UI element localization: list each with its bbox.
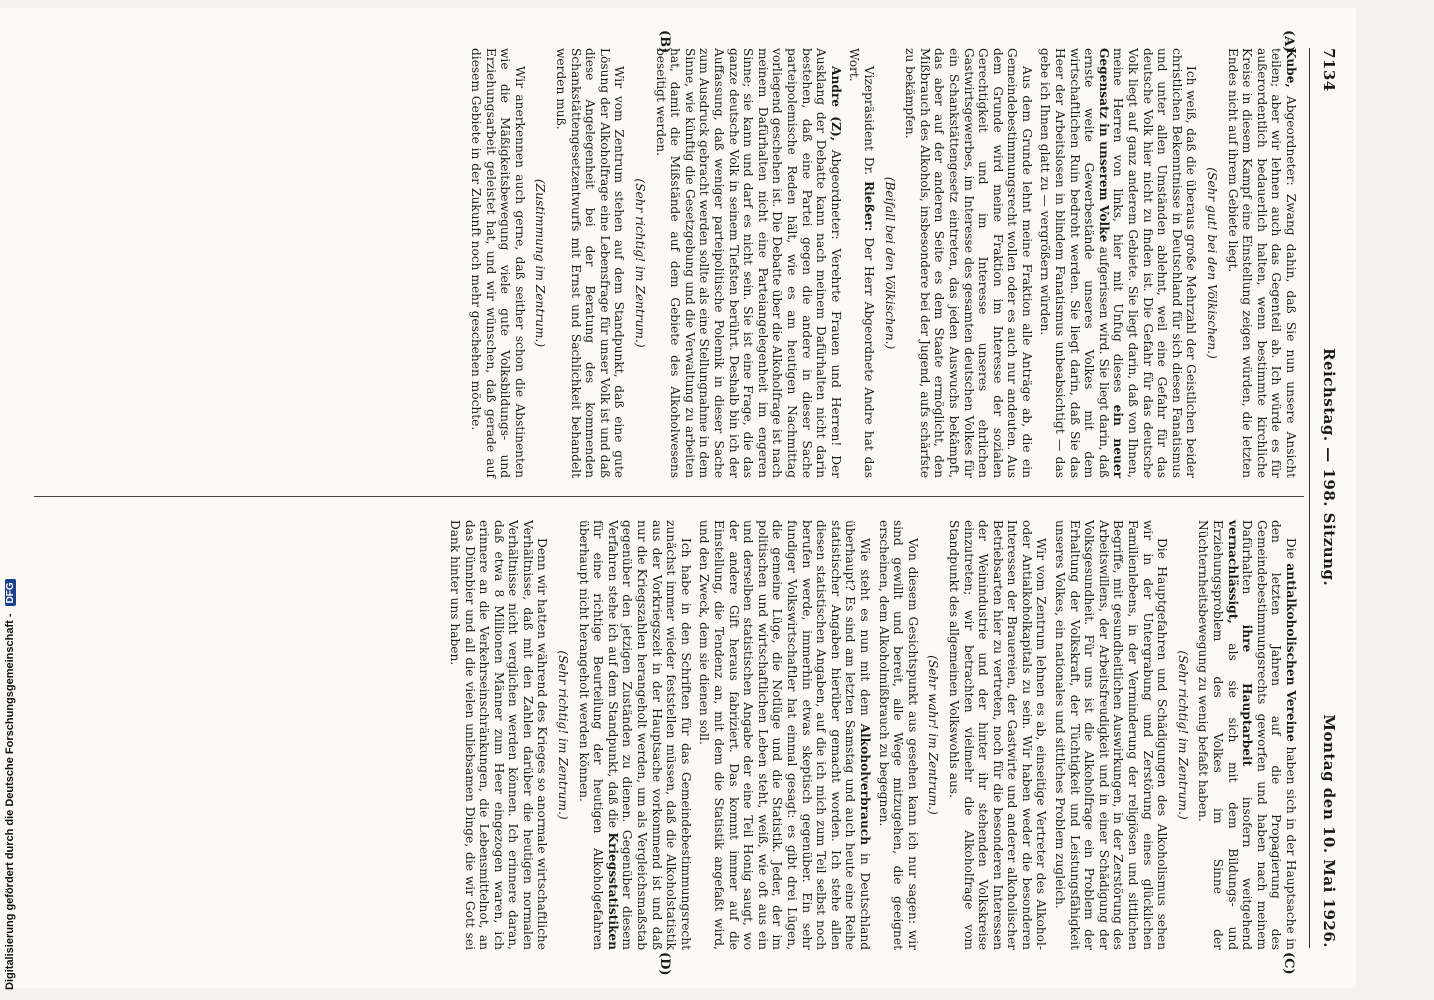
remark: (Sehr richtig! im Zentrum.)	[1175, 650, 1190, 820]
paragraph-text: Der Herr Abgeordnete Andre hat das Wort.	[847, 48, 876, 478]
emphasis: Alkoholverbrauch	[857, 723, 872, 846]
paragraph: Von diesem Gesichtspunkt aus gesehen kann ich nur sagen: wir sind gewillt und bereit, alle Wege mitzugehen, die geeignet erscheinen, dem Alkoholmißbrauch zu begegnen.	[876, 520, 920, 950]
session-title: Reichstag. — 198. Sitzung.	[1320, 348, 1338, 587]
speaker-name: Andre (Z),	[828, 66, 843, 141]
right-column	[443, 520, 1298, 950]
digitization-credit	[0, 0, 24, 1000]
paragraph-text: haben sich in der Hauptsache in den letzten Jahren auf die Propagierung des Gemeindebestimmungsrechts geworfen und haben nach meinem Dafürhalten	[1240, 520, 1298, 950]
paragraph-text: Verehrte Frauen und Herren! Der Ausklang der Debatte kann nach meinem Dafürhalten nicht darin bestehen, daß eine Partei gegen die andere in dieser Sache parteipolemische Reden hält, wie es am heutigen Nachmittag vorliegend geschehen ist. Die Debatte über die Alkoholfrage ist nach meinem Dafürhalten nicht eine Parteiangelegenheit im engeren Sinne; sie kann und darf es nicht sein. Sie ist eine Frage, die das ganze deutsche Volk in seinem Tiefsten berührt. Deshalb bin ich der Auffassung, daß weniger parteipolitische Polemik in dieser Sache zum Ausdruck gebracht werden sollte als eine Stellungnahme in dem Sinne, wie künftig die Gesetzgebung und die Verwaltung zu arbeiten hat, damit die Mißstände auf dem Gebiete des Alkoholwesens beseitigt werden.	[653, 48, 843, 479]
paragraph-text: Ich weiß, daß die überaus große Mehrzahl der Geistlichen beider christlichen Bekenntnisse in Deutschland für sich diesen Fanatismus und unter allen Umständen ablehnt, weil eine Gefahr für das deutsche Volk hier nicht zu finden ist. Die Gefahr für das deutsche Volk liegt auf ganz anderem Gebiete. Sie liegt darin, daß von Ihnen, meine Herren von links, hier mit Unfug dieses	[1111, 48, 1199, 478]
paragraph-text: aufgerissen wird. Sie liegt darin, daß ernste weite Gewerbestände unseres Volkes mit dem wirtschaftlichen Ruin bedroht werden. Sie liegt darin, daß Sie das Heer der Arbeitslosen in blindem Fanatismus unbeabsichtigt — das gebe ich Ihnen glatt zu — vergrößern würden.	[1038, 48, 1111, 479]
paragraph-text: Zwang dahin, daß Sie nun unsere Ansicht teilen; aber wir lehnen auch das Gegenteil ab. Ich würde es für außerordentlich bedauerlich halten, wenn bestimmte kirchliche Kreise in diesem Kampf eine Einstellung zeigen würden, die letzten Endes nicht auf ihrem Gebiete liegt.	[1225, 48, 1298, 479]
left-column	[465, 48, 1298, 478]
paragraph: Wir vom Zentrum lehnen es ab, einseitige Vertreter des Alkohol- oder Antialkoholkapitals zu sein. Wir haben weder die besonderen Interessen der Brauereien, der Gastwirte und anderer alkoholischer Betriebsarten hier zu vertreten, noch für die besonderen Interessen der Weinindustrie und der hinter ihr stehenden Volkskreise einzutreten; wir betrachten vielmehr die Alkoholfrage vom Standpunkt des allgemeinen Volkswohls aus.	[946, 520, 1049, 950]
paragraph-text: als sie sich mit dem Bildungs- und Erziehungsproblem des Volkes im Sinne der Nüchternheitsbewegung zu wenig befaßt haben.	[1196, 520, 1240, 950]
paragraph	[1196, 520, 1298, 950]
speaker-role: Abgeordneter:	[828, 149, 843, 240]
paragraph	[697, 520, 872, 950]
margin-marker-b: (B)	[657, 30, 672, 54]
paragraph-text: Die	[1284, 538, 1298, 559]
paragraph: Aus dem Grunde lehnt meine Fraktion alle Anträge ab, die ein Gemeindebestimmungsrecht wollen oder es auch nur andeuten. Aus dem Grunde wird meine Fraktion im Interesse der sozialen Gerechtigkeit und im Interesse unseres ehrlichen Gastwirtsgewerbes, im Interesse des gesamten deutschen Volkes für ein Schankstättengesetz eintreten, das jeden Auswuchs bekämpft, das aber auf der anderen Seite es dem Staate ermöglicht, den Mißbrauch des Alkohols, insbesondere bei der Jugend, aufs schärfste zu bekämpfen.	[903, 48, 1034, 478]
speaker-role: Abgeordneter:	[1284, 95, 1298, 186]
paragraph-text: Ich habe in den Schriften für das Gemeindebestimmungsrecht zunächst immer wieder feststellen müssen, daß die Alkoholstatistik aus der Vorkriegszeit in der Hauptsache vorkommend ist und daß nur die Kriegszahlen herangeholt werden, um als Vergleichsmaßstab gegenüber den jetzigen Zuständen zu dienen. Gegenüber diesem Verfahren stehe ich auf dem Standpunkt, daß die	[605, 520, 693, 950]
header-rule	[1309, 48, 1310, 948]
paragraph	[1225, 48, 1298, 478]
paragraph-text: insofern weitgehend	[1240, 796, 1255, 951]
emphasis: antialkoholischen Vereine	[1284, 563, 1298, 742]
paragraph: Wir vom Zentrum stehen auf dem Standpunkt, daß eine gute Lösung der Alkoholfrage eine Lebensfrage für unser Volk ist und daß diese Angelegenheit bei der Beratung des kommenden Schankstättengesetzentwurfs mit Ernst und Sachlichkeit behandelt werden muß.	[554, 48, 627, 478]
paragraph: Wir anerkennen auch gerne, daß seither schon die Abstinenten wie die Mäßigkeitsbewegung viele gute Volksbildungs- und Erziehungsarbeit geleistet hat, und wir wünschen, daß gerade auf diesem Gebiete in der Zukunft noch mehr geschehen möchte.	[469, 48, 527, 478]
paragraph	[1038, 48, 1199, 478]
speaker-name: Kube,	[1284, 48, 1298, 88]
paragraph	[653, 48, 843, 478]
speaker-role: Vizepräsident Dr.	[861, 66, 876, 176]
paragraph: Denn wir hatten während des Krieges so anormale wirtschaftliche Verhältnisse, daß mit den Zahlen darüber die heutigen normalen Verhältnisse nicht verglichen werden können. Ich erinnere daran, daß etwa 8 Millionen Männer zum Heer eingezogen waren, ich erinnere an die Verkehrseinschränkungen, die Lebensmittelnot, an das Dünnbier und all die vielen unliebsamen Dinge, die wir Gott sei Dank hinter uns haben.	[447, 520, 550, 950]
paragraph-text: in Deutschland überhaupt? Es sind am letzten Samstag und auch heute eine Reihe statistischer Angaben hierüber gemacht worden. Ich stehe allen diesen statistischen Angaben, auf die ich mich zum Teil selbst noch berufen werde, immerhin etwas skeptisch gegenüber. Ein sehr fundiger Volkswirtschaftler hat einmal gesagt: es gibt drei Lügen, die gemeine Lüge, die Notlüge und die Statistik. Jeder, der im politischen und wirtschaftlichen Leben steht, weiß, wie oft aus ein und derselben statistischen Angabe der eine Teil Honig saugt, wo der andere Gift heraus fabriziert. Das kommt immer auf die Einstellung, die Tendenz an, mit dem die Statistik angefaßt wird, und den Zweck, dem sie dienen soll.	[697, 520, 872, 951]
emphasis: ein neuer Gegensatz in unserem Volke	[1096, 48, 1126, 479]
paragraph-text: für eine richtige Beurteilung der heutigen Alkoholgefahren überhaupt nicht herangeholt werden können.	[576, 520, 606, 950]
emphasis: vernachlässigt,	[1225, 520, 1240, 624]
page-header	[1314, 48, 1338, 948]
remark: (Sehr richtig! im Zentrum.)	[633, 178, 648, 348]
digitization-label: Digitalisierung gefördert durch die Deutsche Forschungsgemeinschaft -	[4, 613, 16, 990]
remark: (Zustimmung im Zentrum.)	[533, 178, 548, 348]
emphasis: Kriegsstatistiken	[605, 832, 620, 951]
remark: (Beifall bei den Völkischen.)	[882, 176, 897, 350]
margin-marker-c: (C)	[1281, 952, 1296, 975]
margin-marker-a: (A)	[1281, 30, 1296, 53]
emphasis: ihre Hauptarbeit	[1240, 624, 1255, 767]
paragraph	[847, 48, 876, 478]
paragraph	[576, 520, 693, 950]
dfg-logo: DFG	[5, 579, 16, 606]
session-date: Montag den 10. Mai 1926.	[1320, 714, 1338, 948]
speaker-name: Rießer:	[861, 180, 876, 232]
paragraph-text: Wie steht es nun mit dem	[857, 538, 872, 716]
margin-marker-d: (D)	[657, 952, 672, 976]
remark: (Sehr wahr! im Zentrum.)	[926, 655, 941, 815]
column-divider	[34, 496, 1304, 497]
remark: (Sehr gut! bei den Völkischen.)	[1205, 167, 1220, 359]
rotated-document-page	[0, 8, 1356, 988]
digitization-text	[4, 579, 16, 990]
remark: (Sehr richtig! im Zentrum.)	[556, 650, 571, 820]
page-number: 7134	[1320, 48, 1338, 92]
paragraph: Die Hauptgefahren und Schädigungen des Alkoholismus sehen wir in der Untergrabung und Zerstörung eines glücklichen Familienlebens, in der Verminderung der religiösen und sittlichen Begriffe, mit gesundheitlichen Auswirkungen, in der Zerstörung des Arbeitswillens, der Arbeitsfreudigkeit und in einer Schädigung der Volksgesundheit. Für uns ist die Alkoholfrage ein Problem der Erhaltung der Volkskraft, der Tüchtigkeit und Leistungsfähigkeit unseres Volkes, ein nationales und sittliches Problem zugleich.	[1053, 520, 1170, 950]
